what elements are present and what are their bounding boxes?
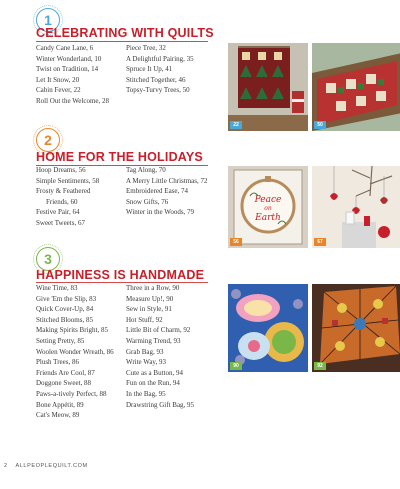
page-tag: 92	[314, 362, 326, 370]
project-item: Hot Stuff, 92	[126, 315, 163, 324]
project-item: Paws-a-tively Perfect, 88	[36, 389, 107, 398]
page-number: 2	[4, 463, 8, 469]
section-celebrating-with-quilts	[22, 0, 392, 140]
project-item: Let It Snow, 20	[36, 75, 80, 84]
embroidery-hoop-photo	[228, 166, 308, 248]
page-tag: 90	[230, 362, 242, 370]
project-item: Wine Time, 83	[36, 284, 78, 292]
project-item: Hoop Dreams, 56	[36, 166, 86, 174]
project-item: Write Way, 93	[126, 358, 166, 367]
project-item: Plush Trees, 86	[36, 358, 79, 367]
project-item: A Delightful Pairing, 35	[126, 54, 194, 63]
project-item: Doggone Sweet, 88	[36, 379, 92, 388]
project-list-col1	[36, 43, 109, 107]
project-item: A Merry Little Christmas, 72	[126, 176, 208, 185]
project-item: Tag Along, 70	[126, 166, 166, 174]
project-item: Measure Up!, 90	[126, 294, 174, 303]
project-item: Little Bit of Charm, 92	[126, 326, 191, 335]
section-divider	[36, 41, 208, 42]
project-item: Cute as a Button, 94	[126, 368, 183, 377]
project-item: Setting Pretty, 85	[36, 336, 85, 345]
project-item: Cabin Fever, 22	[36, 86, 81, 95]
project-list-col2	[126, 43, 194, 96]
project-item: Cat's Meow, 89	[36, 411, 80, 420]
project-list-col2	[126, 283, 194, 410]
project-item: Candy Cane Lane, 6	[36, 44, 94, 52]
section-number-badge: 2	[36, 128, 60, 152]
project-item: Simple Sentiments, 58	[36, 176, 100, 185]
embroidery-hoop-icon	[228, 166, 308, 248]
project-item: Topsy-Turvy Trees, 50	[126, 86, 190, 95]
section-number-badge: 1	[36, 8, 60, 32]
project-item: Stitched Together, 46	[126, 75, 186, 84]
project-list-col1	[36, 165, 99, 229]
project-item: Bone Appétit, 89	[36, 400, 84, 409]
project-item: Stitched Blooms, 85	[36, 315, 93, 324]
pincushions-photo	[228, 284, 308, 372]
potholder-icon	[312, 284, 400, 372]
project-item: Drawstring Gift Bag, 95	[126, 400, 195, 409]
pincushions-icon	[228, 284, 308, 372]
project-item: Festive Pair, 64	[36, 208, 80, 217]
project-item: Snow Gifts, 76	[126, 197, 169, 206]
project-item: Winter Wonderland, 10	[36, 54, 102, 63]
project-item: Sweet Tweets, 67	[36, 218, 85, 227]
project-item: Three in a Row, 90	[126, 284, 180, 292]
section-title: CELEBRATING WITH QUILTS	[36, 26, 214, 40]
project-item: Frosty & Feathered	[36, 187, 91, 196]
section-title: HAPPINESS IS HANDMADE	[36, 268, 205, 282]
page-tag: 67	[314, 238, 326, 246]
project-list-col1	[36, 283, 114, 421]
project-item: Sew in Style, 91	[126, 305, 172, 314]
project-item: Winter in the Woods, 79	[126, 208, 195, 217]
table-runner-photo	[312, 43, 400, 131]
page-footer	[4, 463, 94, 469]
tree-quilt-icon	[228, 43, 308, 131]
section-home-for-the-holidays	[22, 122, 392, 252]
hoop-text: Earth	[255, 213, 281, 223]
project-item: Embroidered Ease, 74	[126, 187, 189, 196]
project-item: Quick Cover-Up, 84	[36, 305, 94, 314]
project-item: Fun on the Run, 94	[126, 379, 180, 388]
page-tag: 56	[230, 238, 242, 246]
hoop-text: Peace	[254, 195, 282, 205]
project-item: Woolen Wonder Wreath, 86	[36, 347, 114, 356]
project-item: Roll Out the Welcome, 28	[36, 96, 109, 105]
project-item: Friends Are Cool, 87	[36, 368, 95, 377]
project-item: Give 'Em the Slip, 83	[36, 294, 97, 303]
potholder-photo	[312, 284, 400, 372]
project-item: Spruce It Up, 41	[126, 65, 173, 74]
project-list-col2	[126, 165, 207, 218]
table-runner-icon	[312, 43, 400, 131]
section-happiness-is-handmade	[22, 244, 392, 459]
project-item: Grab Bag, 93	[126, 347, 164, 356]
bird-ornaments-photo	[312, 166, 400, 248]
site-url[interactable]: ALLPEOPLEQUILT.COM	[15, 463, 88, 469]
section-title: HOME FOR THE HOLIDAYS	[36, 150, 203, 164]
project-item: In the Bag, 95	[126, 389, 166, 398]
hoop-text: on	[264, 205, 272, 212]
project-item: Piece Tree, 32	[126, 44, 166, 52]
project-item: Warming Trend, 93	[126, 336, 181, 345]
project-item: Making Spirits Bright, 85	[36, 326, 108, 335]
page-tag: 50	[314, 121, 326, 129]
project-item: Friends, 60	[46, 197, 78, 206]
project-item: Twist on Tradition, 14	[36, 65, 99, 74]
page-tag: 22	[230, 121, 242, 129]
bird-ornaments-icon	[312, 166, 400, 248]
tree-quilt-photo	[228, 43, 308, 131]
section-number-badge: 3	[36, 247, 60, 271]
